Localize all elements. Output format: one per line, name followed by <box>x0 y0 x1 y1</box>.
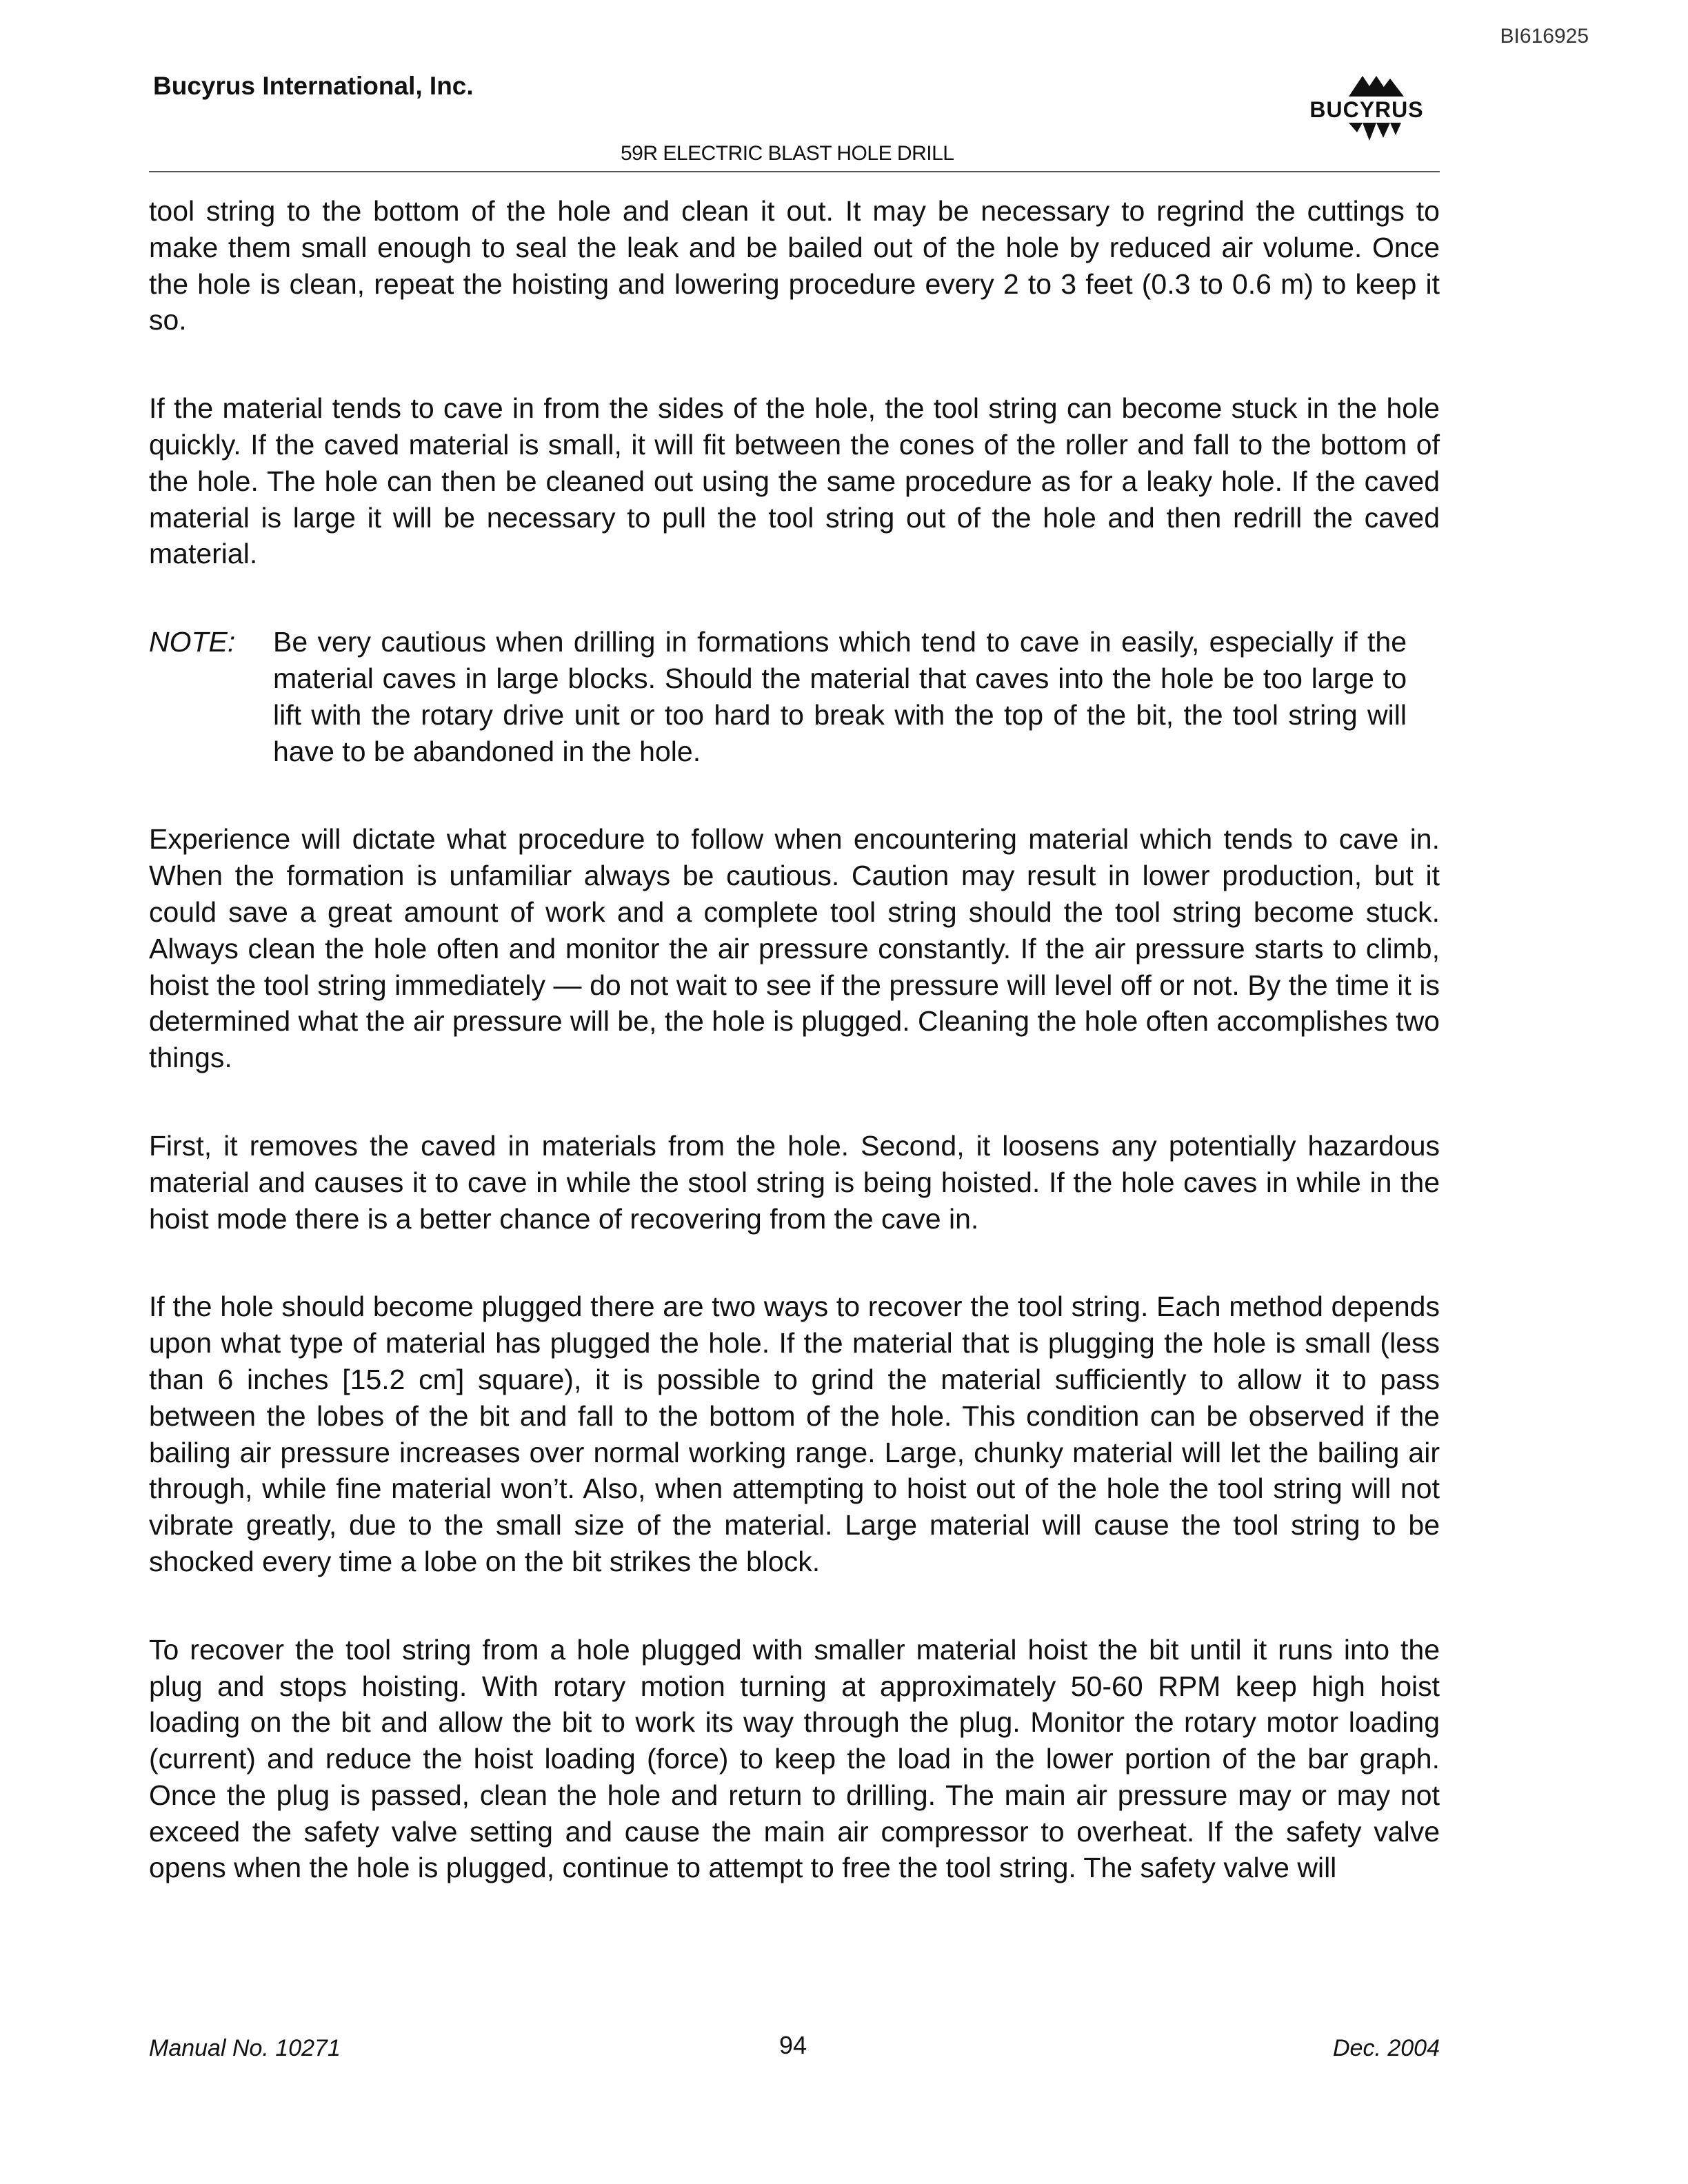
page-number: 94 <box>779 2031 807 2059</box>
logo-wordmark: BUCYRUS <box>1309 97 1424 122</box>
note-text: Be very cautious when drilling in formations which tend to cave in easily, especially if the material caves in large blocks. Should the material that caves into the hole be too large to lift with the rotary drive unit or too hard to break with the top of the bit, the tool string will have to be abandoned in the hole. <box>273 626 1407 767</box>
publication-date: Dec. 2004 <box>1333 2035 1440 2061</box>
header-divider <box>149 171 1440 172</box>
logo-graphic <box>1291 69 1443 157</box>
paragraph: tool string to the bottom of the hole and clean it out. It may be necessary to regrind the cuttings to make them small enough to seal the leak and be bailed out of the hole by reduced air volume. Once the hole is clean, repeat the hoisting and lowering procedure every 2 to 3 feet (0.3 to 0.6 m) to keep it so. <box>149 195 1440 336</box>
paragraph: If the material tends to cave in from the sides of the hole, the tool string can become stuck in the hole quickly. If the caved material is small, it will fit between the cones of the roller and fall to the bottom of the hole. The hole can then be cleaned out using the same procedure as for a leaky hole. If the caved material is large it will be necessary to pull the tool string out of the hole and then redrill the caved material. <box>149 392 1440 570</box>
company-name: Bucyrus International, Inc. <box>153 72 474 100</box>
body-text <box>149 193 1440 1938</box>
paragraph: If the hole should become plugged there are two ways to recover the tool string. Each method depends upon what type of material has plugged the hole. If the material that is plugging the hole is small (less than 6 inches [15.2 cm] square), it is possible to grind the material sufficiently to allow it to pass between the lobes of the bit and fall to the bottom of the hole. This condition can be observed if the bailing air pressure increases over normal working range. Large, chunky material will let the bailing air through, while fine material won’t. Also, when attempting to hoist out of the hole the tool string will not vibrate greatly, due to the small size of the material. Large material will cause the tool string to be shocked every time a lobe on the bit strikes the block. <box>149 1291 1440 1577</box>
paragraph: Experience will dictate what procedure to follow when encountering material which tends to cave in. When the formation is unfamiliar always be cautious. Caution may result in lower production, but it could save a great amount of work and a complete tool string should the tool string become stuck. Always clean the hole often and monitor the air pressure constantly. If the air pressure starts to climb, hoist the tool string immediately — do not wait to see if the pressure will level off or not. By the time it is determined what the air pressure will be, the hole is plugged. Cleaning the hole often accomplishes two things. <box>149 823 1440 1074</box>
paragraph: To recover the tool string from a hole plugged with smaller material hoist the bit until it runs into the plug and stops hoisting. With rotary motion turning at approximately 50-60 RPM keep high hoist loading on the bit and allow the bit to work its way through the plug. Monitor the rotary motor loading (current) and reduce the hoist loading (force) to keep the load in the lower portion of the bar graph. Once the plug is passed, clean the hole and return to drilling. The main air pressure may or may not exceed the safety valve setting and cause the main air compressor to overheat. If the safety valve opens when the hole is plugged, continue to attempt to free the tool string. The safety valve will <box>149 1633 1440 1884</box>
bucyrus-logo <box>1291 69 1443 157</box>
note-block <box>149 624 1440 769</box>
document-id: BI616925 <box>1500 25 1589 48</box>
note-label: NOTE: <box>149 626 236 658</box>
running-title: 59R ELECTRIC BLAST HOLE DRILL <box>621 142 954 165</box>
paragraph: First, it removes the caved in materials from the hole. Second, it loosens any potentially hazardous material and causes it to cave in while the stool string is being hoisted. If the hole caves in while in the hoist mode there is a better chance of recovering from the cave in. <box>149 1129 1440 1235</box>
manual-number: Manual No. 10271 <box>149 2035 341 2061</box>
